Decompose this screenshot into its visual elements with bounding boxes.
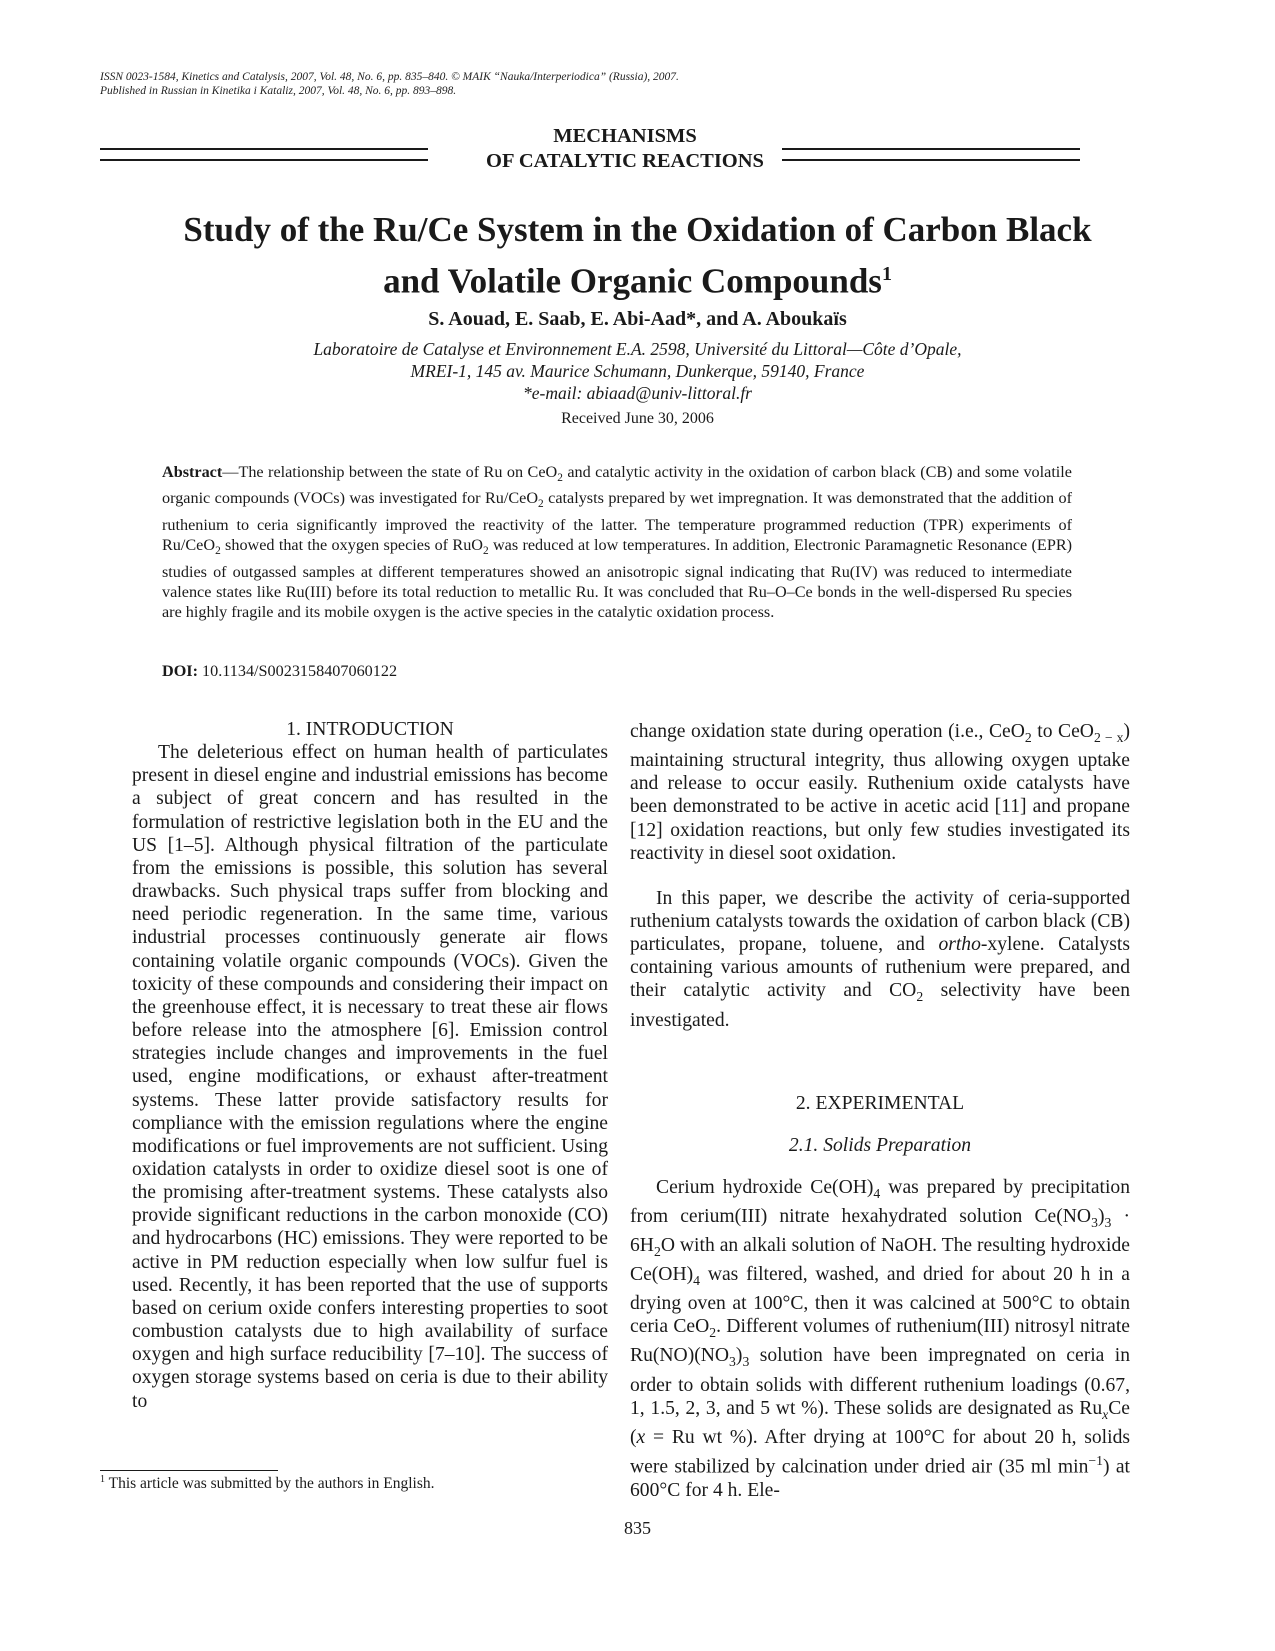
right-column: [630, 720, 1130, 1502]
issn-line: ISSN 0023-1584, Kinetics and Catalysis, 2007, Vol. 48, No. 6, pp. 835–840. © MAIK “Nauka/Interperiodica” (Russia), 2007.: [100, 71, 679, 83]
page-number: 835: [624, 1518, 651, 1538]
footnote-mark: 1: [100, 1474, 105, 1485]
header-rule-left: [100, 148, 428, 161]
journal-header: [100, 70, 679, 98]
affiliation-line1: Laboratoire de Catalyse et Environnement E.A. 2598, Université du Littoral—Côte d’Opale,: [313, 339, 962, 359]
title-line1: Study of the Ru/Ce System in the Oxidation of Carbon Black: [183, 210, 1092, 249]
authors: S. Aouad, E. Saab, E. Abi-Aad*, and A. Aboukaïs: [428, 308, 847, 330]
abstract: Abstract—The relationship between the state of Ru on CeO$_2$ and catalytic activity in the oxidation of carbon black (CB) and some volatile organic compounds (VOCs) was investigated for Ru/CeO$_2$ catalysts prepared by wet impregnation. It was demonstrated that the addition of ruthenium to ceria significantly improved the reactivity of the latter. The temperature programmed reduction (TPR) experiments of Ru/CeO$_2$ showed that the oxygen species of RuO$_2$ was reduced at low temperatures. In addition, Electronic Paramagnetic Resonance (EPR) studies of outgassed samples at different temperatures showed an anisotropic signal indicating that Ru(IV) was reduced to intermediate valence states like Ru(III) before its total reduction to metallic Ru. It was concluded that Ru–O–Ce bonds in the well-dispersed Ru species are highly fragile and its mobile oxygen is the active species in the catalytic oxidation process.: [162, 463, 1073, 621]
introduction-heading: 1. INTRODUCTION: [286, 719, 454, 740]
doi-value: 10.1134/S0023158407060122: [197, 662, 398, 680]
section-heading-line1: MECHANISMS: [553, 125, 697, 147]
title-line2: and Volatile Organic Compounds$^1$: [383, 261, 892, 301]
experimental-heading: 2. EXPERIMENTAL: [795, 1092, 965, 1114]
abstract-label: Abstract: [162, 463, 223, 481]
title-footnote-mark: 1: [881, 263, 892, 285]
section-heading-line2: OF CATALYTIC REACTIONS: [486, 150, 764, 172]
solids-preparation-paragraph: Cerium hydroxide $Ce(OH)_4$ was prepared by precipitation from cerium(III) nitrate hexahydrated solution $Ce(NO_3)_3 \cdot 6H_2O$ with an alkali solution of NaOH. The resulting hydroxide $Ce(OH)_4$ was filtered, washed, and dried for about 20 h in a drying oven at 100°C, then it was calcined at 500°C to obtain ceria CeO$_2$. Different volumes of ruthenium(III) nitrosyl nitrate $Ru(NO)(NO_3)_3$ solution have been impregnated on ceria in order to obtain solids with different ruthenium loadings (0.67, 1, 1.5, 2, 3, and 5 wt %). These solids are designated as $Ru_xCe$ (x = Ru wt %). After drying at 100°C for about 20 h, solids were stabilized by calcination under dried air (35 ml $\min^{-1}$) at 600°C for 4 h. Ele-: [630, 1177, 1130, 1501]
affiliation: [80, 338, 1195, 404]
doi: [162, 662, 397, 681]
footnote-text: This article was submitted by the authors in English.: [105, 1475, 435, 1493]
intro-continuation: change oxidation state during operation (i.e., CeO$_2$ to CeO$_{2 - x}$) maintaining structural integrity, thus allowing oxygen uptake and release to occur easily. Ruthenium oxide catalysts have been demonstrated to be active in acetic acid [11] and propane [12] oxidation reactions, but only few studies investigated its reactivity in diesel soot oxidation.: [630, 721, 1131, 864]
received-date: Received June 30, 2006: [561, 410, 714, 427]
footnote-rule: [100, 1470, 278, 1471]
introduction-paragraph: The deleterious effect on human health of particulates present in diesel engine and industrial emissions has become a subject of great concern and has resulted in the formulation of restrictive legislation both in the EU and the US [1–5]. Although physical filtration of the particulate from the emissions is possible, this solution has several drawbacks. Such physical traps suffer from blocking and need periodic regeneration. In the same time, various industrial processes continuously generate air flows containing volatile organic compounds (VOCs). Given the toxicity of these compounds and considering their impact on the greenhouse effect, it is necessary to treat these air flows before release into the atmosphere [6]. Emission control strategies include changes and improvements in the fuel used, engine modifications, or exhaust after-treatment systems. These latter provide satisfactory results for compliance with the emission regulations where the engine modifications or fuel improvements are not sufficient. Using oxidation catalysts in order to oxidize diesel soot is one of the promising after-treatment systems. These catalysts also provide significant reductions in the carbon monoxide (CO) and hydrocarbons (HC) emissions. They were reported to be active in PM reduction especially when low sulfur fuel is used. Recently, it has been reported that the use of supports based on cerium oxide confers interesting properties to soot combustion catalysts due to high availability of surface oxygen and high surface reducibility [7–10]. The success of oxygen storage systems based on ceria is due to their ability to: [132, 742, 608, 1412]
doi-label: DOI:: [162, 662, 198, 680]
footnote: [100, 1474, 434, 1493]
affiliation-line2: MREI-1, 145 av. Maurice Schumann, Dunkerque, 59140, France: [410, 361, 865, 381]
solids-preparation-heading: 2.1. Solids Preparation: [788, 1134, 972, 1156]
left-column: [132, 718, 608, 1413]
paper-aim-paragraph: In this paper, we describe the activity of ceria-supported ruthenium catalysts towards the oxidation of carbon black (CB) particulates, propane, toluene, and ortho-xylene. Catalysts containing various amounts of ruthenium were prepared, and their catalytic activity and $CO_2$ selectivity have been investigated.: [630, 887, 1130, 1031]
corresponding-email: *e-mail: abiaad@univ-littoral.fr: [523, 383, 752, 403]
published-line: Published in Russian in Kinetika i Kataliz, 2007, Vol. 48, No. 6, pp. 893–898.: [100, 85, 457, 97]
header-rule-right: [782, 148, 1080, 161]
section-heading: [440, 124, 810, 174]
article-title: [80, 208, 1195, 304]
